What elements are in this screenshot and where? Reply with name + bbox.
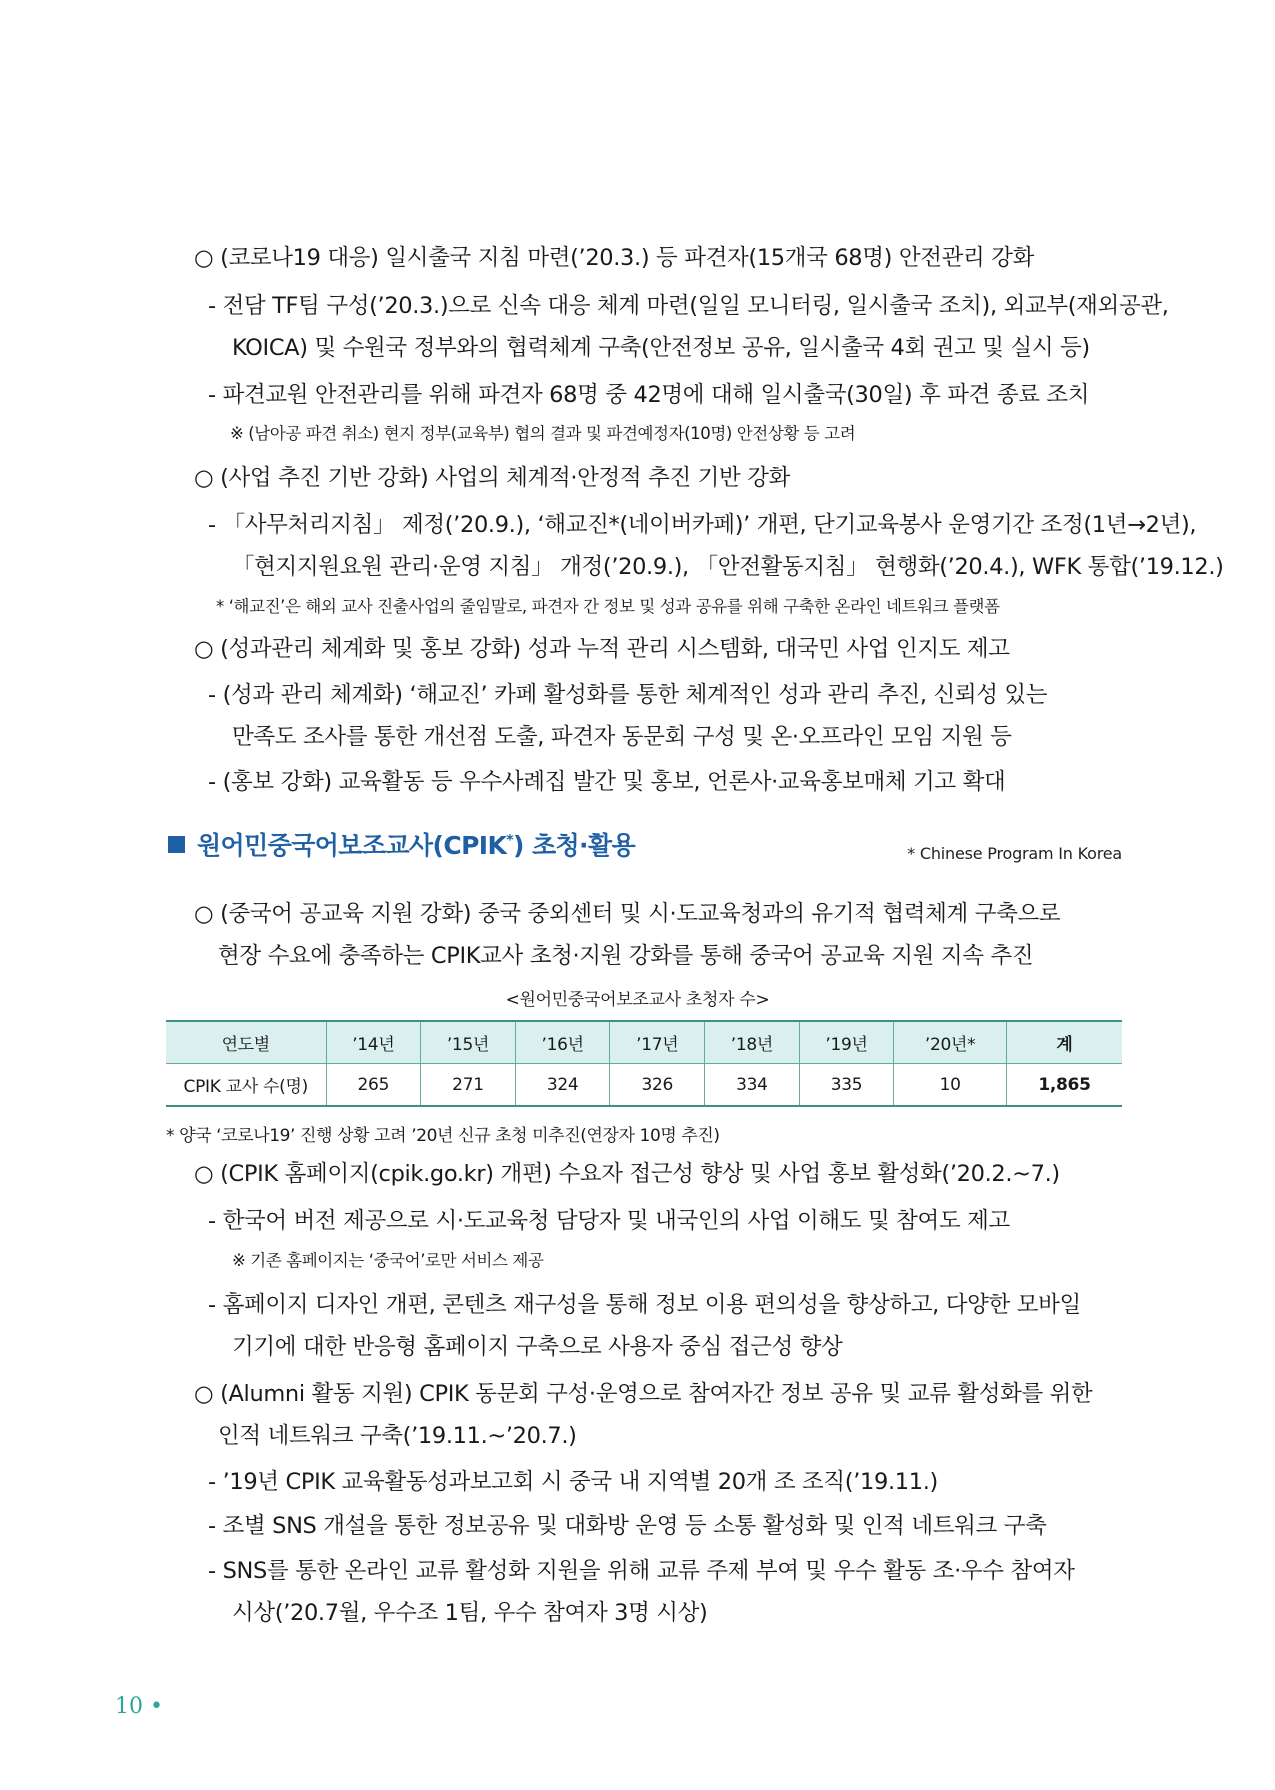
dash-safety-management: - 파견교원 안전관리를 위해 파견자 68명 중 42명에 대해 일시출국(30일) 후 파견 종료 조치 [208, 382, 1090, 408]
dash-online-exchange: - SNS를 통한 온라인 교류 활성화 지원을 위해 교류 주제 부여 및 우수 활동 조·우수 참여자 [208, 1558, 1075, 1584]
cpik-teacher-table [166, 1020, 1122, 1107]
dash-tf-team-cont: KOICA) 및 수원국 정부와의 협력체계 구축(안전정보 공유, 일시출국 4회 권고 및 실시 등) [232, 335, 1090, 361]
dash-online-exchange-cont: 시상(’20.7월, 우수조 1팀, 우수 참여자 3명 시상) [232, 1600, 708, 1626]
dash-guidelines: - 「사무처리지침」 제정(’20.9.), ‘해교진*(네이버카페)’ 개편, 단기교육봉사 운영기간 조정(1년→2년), [208, 512, 1197, 538]
square-bullet-icon [168, 836, 185, 853]
table-header-cell: ’20년* [894, 1021, 1007, 1064]
table-header-cell: ’14년 [326, 1021, 421, 1064]
table-caption: <원어민중국어보조교사 초청자 수> [505, 990, 770, 1010]
table-row-label: CPIK 교사 수(명) [166, 1064, 326, 1107]
table-cell: 335 [799, 1064, 894, 1107]
bullet-alumni-cont: 인적 네트워크 구축(’19.11.~’20.7.) [218, 1423, 577, 1449]
dash-performance-management-cont: 만족도 조사를 통한 개선점 도출, 파견자 동문회 구성 및 온·오프라인 모임 지원 등 [232, 724, 1012, 750]
dash-performance-management: - (성과 관리 체계화) ‘해교진’ 카페 활성화를 통한 체계적인 성과 관리 추진, 신뢰성 있는 [208, 682, 1048, 708]
table-cell: 324 [515, 1064, 610, 1107]
dash-homepage-redesign-cont: 기기에 대한 반응형 홈페이지 구축으로 사용자 중심 접근성 향상 [232, 1334, 843, 1360]
table-total-cell: 1,865 [1006, 1064, 1122, 1107]
table-cell: 271 [421, 1064, 516, 1107]
table-header-cell: ’18년 [705, 1021, 800, 1064]
bullet-alumni: ○ (Alumni 활동 지원) CPIK 동문회 구성·운영으로 참여자간 정보 공유 및 교류 활성화를 위한 [194, 1381, 1093, 1407]
dash-publicity: - (홍보 강화) 교육활동 등 우수사례집 발간 및 홍보, 언론사·교육홍보매체 기고 확대 [208, 769, 1006, 795]
table-row [166, 1064, 1122, 1107]
table-header-cell: ’19년 [799, 1021, 894, 1064]
bullet-covid-response: ○ (코로나19 대응) 일시출국 지침 마련(’20.3.) 등 파견자(15개국 68명) 안전관리 강화 [194, 245, 1034, 271]
dash-sns-groups: - 조별 SNS 개설을 통한 정보공유 및 대화방 운영 등 소통 활성화 및 인적 네트워크 구축 [208, 1513, 1047, 1539]
cpik-abbreviation-note: * Chinese Program In Korea [907, 844, 1122, 863]
table-cell: 265 [326, 1064, 421, 1107]
bullet-chinese-education-cont: 현장 수요에 충족하는 CPIK교사 초청·지원 강화를 통해 중국어 공교육 지원 지속 추진 [218, 943, 1034, 969]
dash-regional-groups: - ’19년 CPIK 교육활동성과보고회 시 중국 내 지역별 20개 조 조직(’19.11.) [208, 1469, 938, 1495]
dash-homepage-redesign: - 홈페이지 디자인 개편, 콘텐츠 재구성을 통해 정보 이용 편의성을 향상하고, 다양한 모바일 [208, 1292, 1081, 1318]
dash-guidelines-cont: 「현지지원요원 관리·운영 지침」 개정(’20.9.), 「안전활동지침」 현행화(’20.4.), WFK 통합(’19.12.) [232, 554, 1224, 580]
table-cell: 326 [610, 1064, 705, 1107]
table-cell: 334 [705, 1064, 800, 1107]
page-number: 10 • [115, 1694, 163, 1719]
bullet-business-base: ○ (사업 추진 기반 강화) 사업의 체계적·안정적 추진 기반 강화 [194, 465, 791, 491]
table-header-cell: 연도별 [166, 1021, 326, 1064]
bullet-performance: ○ (성과관리 체계화 및 홍보 강화) 성과 누적 관리 시스템화, 대국민 사업 인지도 제고 [194, 636, 1010, 662]
dash-korean-version: - 한국어 버전 제공으로 시·도교육청 담당자 및 내국인의 사업 이해도 및 참여도 제고 [208, 1208, 1010, 1234]
note-south-africa: ※ (남아공 파견 취소) 현지 정부(교육부) 협의 결과 및 파견예정자(10명) 안전상황 등 고려 [230, 424, 856, 443]
table-header-row [166, 1021, 1122, 1064]
table-cell: 10 [894, 1064, 1007, 1107]
dash-tf-team: - 전담 TF팀 구성(’20.3.)으로 신속 대응 체계 마련(일일 모니터링, 일시출국 조치), 외교부(재외공관, [208, 293, 1169, 319]
table-note: * 양국 ‘코로나19’ 진행 상황 고려 ’20년 신규 초청 미추진(연장자 10명 추진) [166, 1126, 720, 1146]
table-header-cell: ’15년 [421, 1021, 516, 1064]
note-chinese-only: ※ 기존 홈페이지는 ‘중국어’로만 서비스 제공 [232, 1251, 544, 1270]
section-heading-cpik: 원어민중국어보조교사(CPIK*) 초청·활용 [168, 826, 635, 862]
bullet-cpik-homepage: ○ (CPIK 홈페이지(cpik.go.kr) 개편) 수요자 접근성 향상 및 사업 홍보 활성화(’20.2.~7.) [194, 1161, 1060, 1187]
note-haegyojin: * ‘해교진’은 해외 교사 진출사업의 줄임말로, 파견자 간 정보 및 성과 공유를 위해 구축한 온라인 네트워크 플랫폼 [216, 597, 1000, 616]
table-header-total: 계 [1006, 1021, 1122, 1064]
table-header-cell: ’17년 [610, 1021, 705, 1064]
bullet-chinese-education: ○ (중국어 공교육 지원 강화) 중국 중외센터 및 시·도교육청과의 유기적 협력체계 구축으로 [194, 901, 1061, 927]
table-header-cell: ’16년 [515, 1021, 610, 1064]
